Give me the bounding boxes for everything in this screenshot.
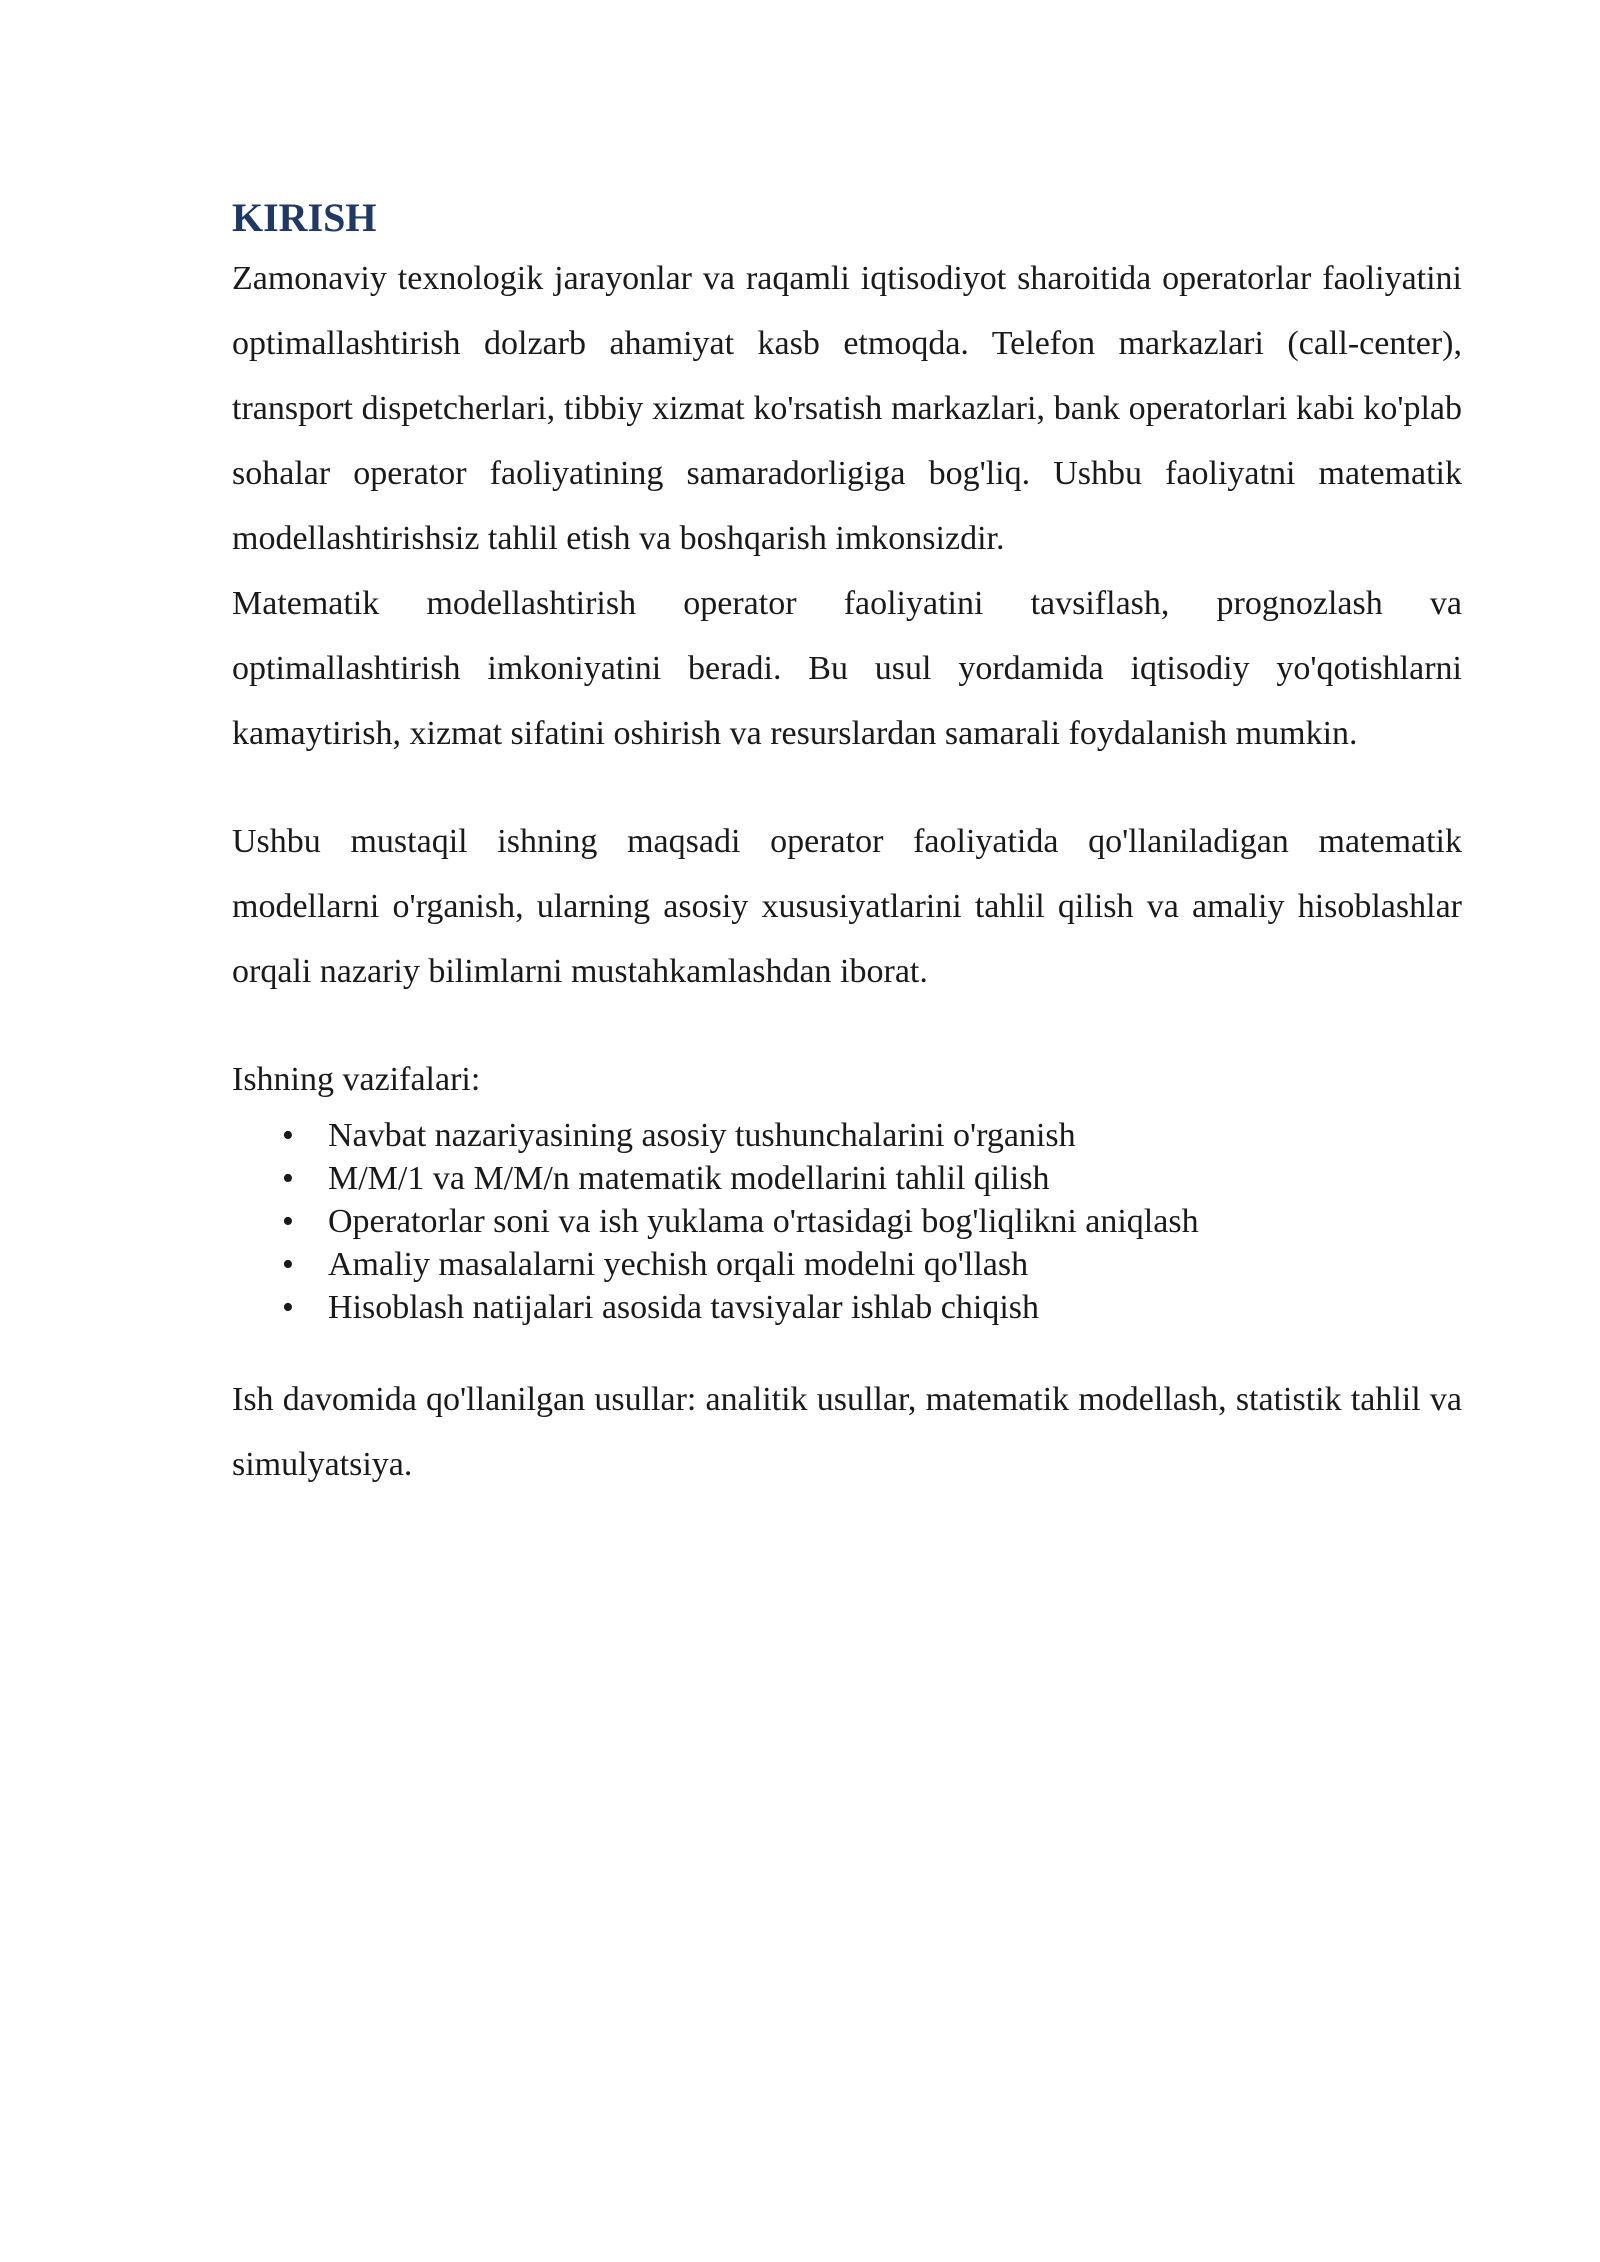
intro-paragraph: Zamonaviy texnologik jarayonlar va raqamli iqtisodiyot sharoitida operatorlar faoliyatini optimallashtirish dolzarb ahamiyat kasb etmoqda. Telefon markazlari (call-center), transport dispetcherlari, tibbiy xizmat ko'rsatish markazlari, bank operatorlari kabi ko'plab sohalar operator faoliyatining samaradorligiga bog'liq. Ushbu faoliyatni matematik modellashtirishsiz tahlil etish va boshqarish imkonsizdir.: [232, 260, 1462, 557]
list-item: [232, 1243, 1462, 1286]
bullet-icon: •: [282, 1117, 294, 1154]
section-heading: KIRISH: [232, 195, 377, 240]
document-content: [232, 190, 1462, 1497]
list-item-text: Operatorlar soni va ish yuklama o'rtasidagi bog'liqlikni aniqlash: [328, 1203, 1199, 1240]
bullet-icon: •: [282, 1203, 294, 1240]
bullet-icon: •: [282, 1246, 294, 1283]
list-item: [232, 1286, 1462, 1329]
paragraph-spacer: [232, 1329, 1462, 1367]
methods-paragraph: Ish davomida qo'llanilgan usullar: analitik usullar, matematik modellash, statistik tahlil va simulyatsiya.: [232, 1381, 1462, 1483]
list-item: [232, 1157, 1462, 1200]
bullet-icon: •: [282, 1160, 294, 1197]
paragraph-spacer: [232, 766, 1462, 809]
goal-paragraph: Ushbu mustaqil ishning maqsadi operator faoliyatida qo'llaniladigan matematik modellarni o'rganish, ularning asosiy xususiyatlarini tahlil qilish va amaliy hisoblashlar orqali nazariy bilimlarni mustahkamlashdan iborat.: [232, 823, 1462, 990]
list-item-text: Navbat nazariyasining asosiy tushunchalarini o'rganish: [328, 1117, 1076, 1154]
list-item: [232, 1114, 1462, 1157]
tasks-list: [232, 1114, 1462, 1329]
list-item-text: Amaliy masalalarni yechish orqali modelni qo'llash: [328, 1246, 1029, 1283]
bullet-icon: •: [282, 1289, 294, 1326]
tasks-label: Ishning vazifalari:: [232, 1061, 481, 1098]
list-item-text: Hisoblash natijalari asosida tavsiyalar ishlab chiqish: [328, 1289, 1040, 1326]
modeling-paragraph: Matematik modellashtirish operator faoliyatini tavsiflash, prognozlash va optimallashtirish imkoniyatini beradi. Bu usul yordamida iqtisodiy yo'qotishlarni kamaytirish, xizmat sifatini oshirish va resurslardan samarali foydalanish mumkin.: [232, 585, 1462, 752]
list-item-text: M/M/1 va M/M/n matematik modellarini tahlil qilish: [328, 1160, 1050, 1197]
paragraph-spacer: [232, 1004, 1462, 1047]
list-item: [232, 1200, 1462, 1243]
